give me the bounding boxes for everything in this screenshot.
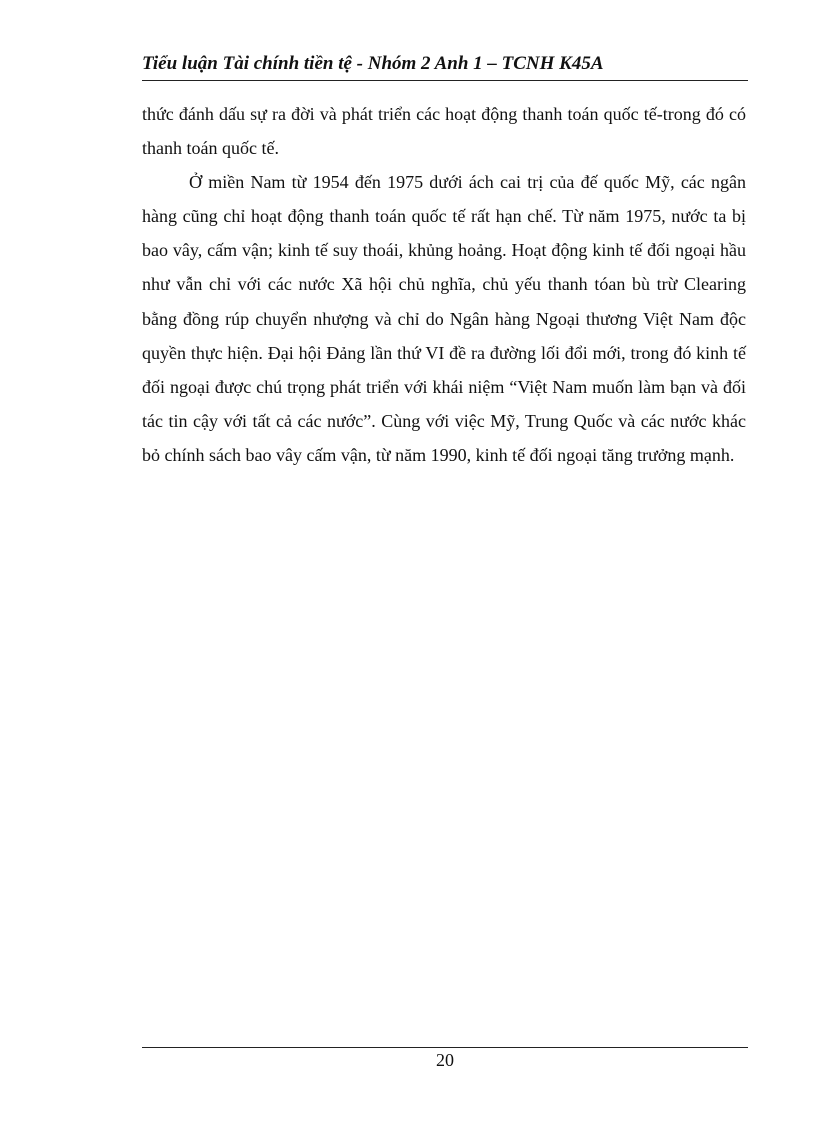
paragraph-southern-vietnam: Ở miền Nam từ 1954 đến 1975 dưới ách cai trị của đế quốc Mỹ, các ngân hàng cũng chỉ hoạt động thanh toán quốc tế rất hạn chế. Từ năm 1975, nước ta bị bao vây, cấm vận; kinh tế suy thoái, khủng hoảng. Hoạt động kinh tế đối ngoại hầu như vẫn chỉ với các nước Xã hội chủ nghĩa, chủ yếu thanh tóan bù trừ Clearing bằng đồng rúp chuyển nhượng và chỉ do Ngân hàng Ngoại thương Việt Nam độc quyền thực hiện. Đại hội Đảng lần thứ VI đề ra đường lối đổi mới, trong đó kinh tế đối ngoại được chú trọng phát triển với khái niệm “Việt Nam muốn làm bạn và đối tác tin cậy với tất cả các nước”. Cùng với việc Mỹ, Trung Quốc và các nước khác bỏ chính sách bao vây cấm vận, từ năm 1990, kinh tế đối ngoại tăng trưởng mạnh. [142,172,746,465]
page-body [142,97,746,472]
header-title: Tiểu luận Tài chính tiền tệ - Nhóm 2 Anh 1 – TCNH K45A [142,53,604,74]
page-footer [142,1047,748,1070]
paragraph-continuation: thức đánh dấu sự ra đời và phát triển các hoạt động thanh toán quốc tế-trong đó có thanh toán quốc tế. [142,104,746,159]
page-number: 20 [436,1050,454,1070]
page-header [142,50,748,81]
